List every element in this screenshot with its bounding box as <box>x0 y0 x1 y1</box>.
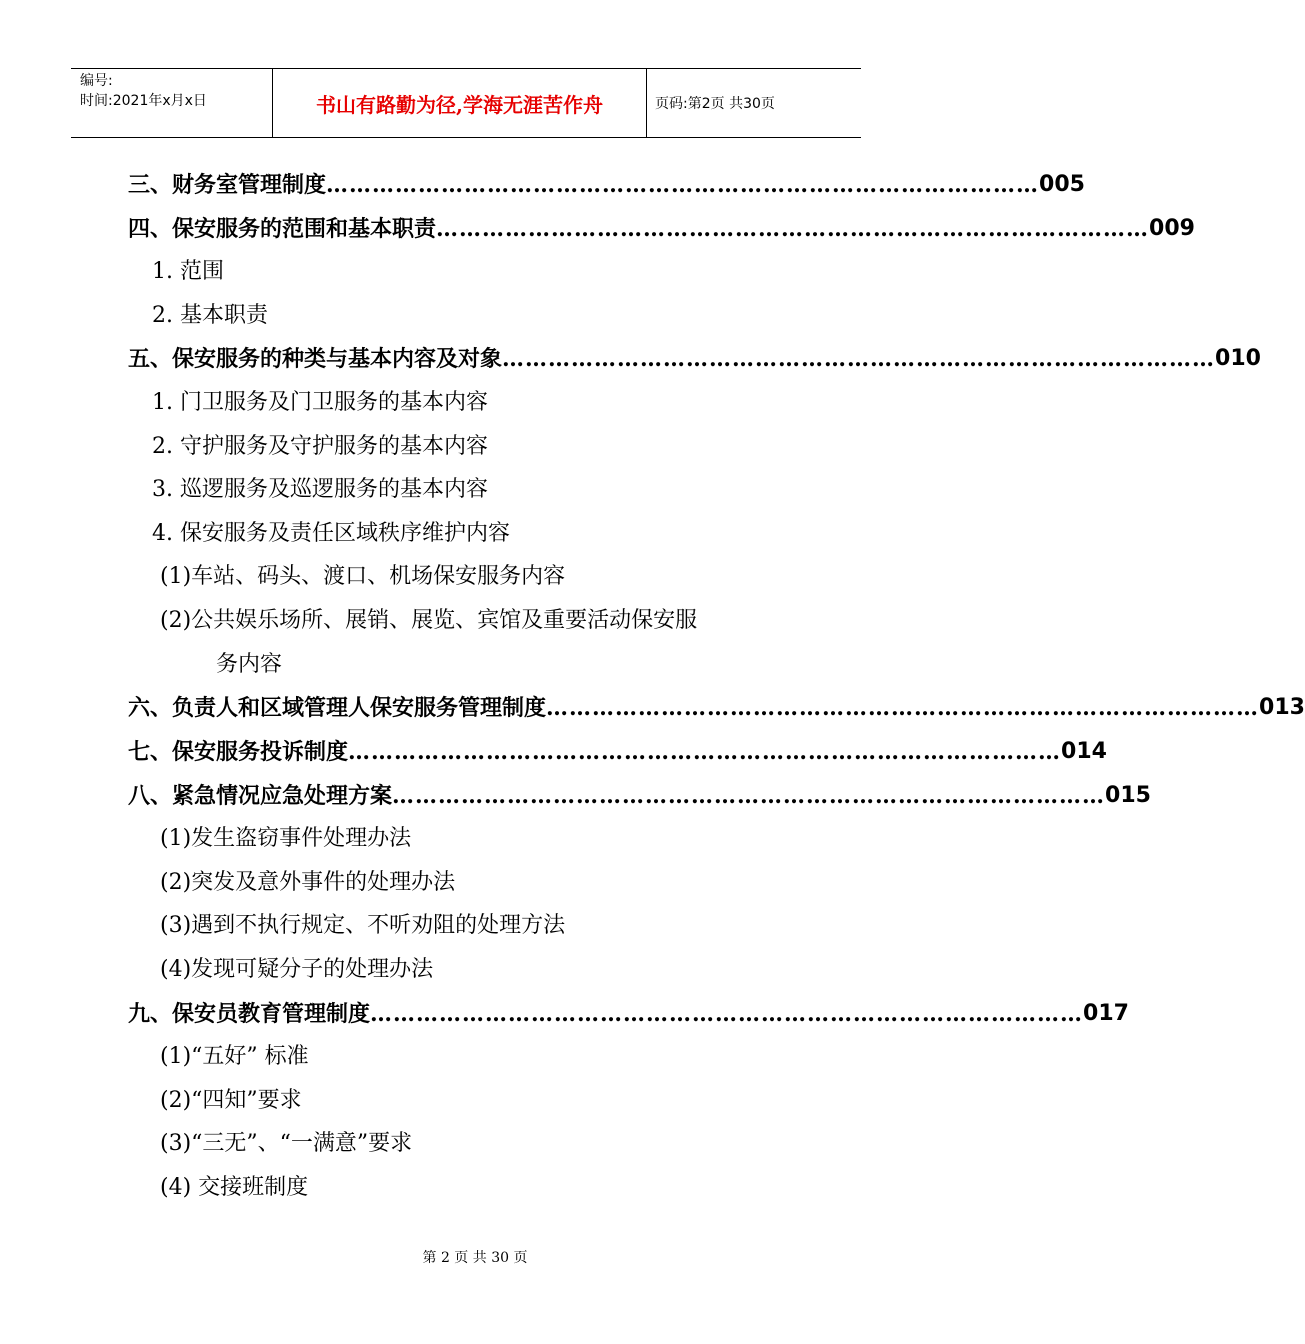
toc-sub-entry: (1)车站、码头、渡口、机场保安服务内容 <box>160 564 566 589</box>
page-footer: 第 2 页 共 30 页 <box>422 1250 528 1266</box>
header-page-label: 页码:第2页 共30页 <box>655 96 775 112</box>
toc-sub-entry: (1)“五好” 标准 <box>160 1044 309 1069</box>
header-meta-cell <box>71 69 273 137</box>
toc-sub-entry: (2)公共娱乐场所、展销、展览、宾馆及重要活动保安服 <box>160 608 698 633</box>
toc-sub-entry: (1)发生盗窃事件处理办法 <box>160 826 412 851</box>
toc-leader: ………………………………………………………………………………… <box>370 1001 1084 1027</box>
toc-title: 五、保安服务的种类与基本内容及对象 <box>128 346 503 372</box>
toc-leader: ………………………………………………………………………………… <box>392 783 1106 809</box>
toc-page: 013 <box>1259 695 1305 720</box>
toc-sub-entry-continued: 务内容 <box>216 652 283 677</box>
toc-title: 四、保安服务的范围和基本职责 <box>128 216 437 242</box>
toc-entry-s3 <box>128 165 1085 205</box>
toc-title: 三、财务室管理制度 <box>128 172 327 198</box>
toc-title: 九、保安员教育管理制度 <box>128 1001 371 1027</box>
toc-entry-s4 <box>128 209 1195 249</box>
toc-page: 010 <box>1215 346 1261 371</box>
toc-entry-s5 <box>128 339 1261 379</box>
toc-page: 014 <box>1061 739 1107 764</box>
toc-sub-entry: (3)“三无”、“一满意”要求 <box>160 1131 413 1156</box>
toc-page: 009 <box>1149 216 1195 241</box>
toc-sub-entry: (2)突发及意外事件的处理办法 <box>160 870 456 895</box>
toc-sub-entry: 1. 门卫服务及门卫服务的基本内容 <box>152 390 488 415</box>
toc-entry-s7 <box>128 732 1107 772</box>
toc-sub-entry: (2)“四知”要求 <box>160 1088 302 1113</box>
toc-sub-entry: (3)遇到不执行规定、不听劝阻的处理方法 <box>160 913 566 938</box>
toc-title: 七、保安服务投诉制度 <box>128 739 349 765</box>
toc-entry-s6 <box>128 688 1305 728</box>
toc-leader: ………………………………………………………………………………… <box>436 216 1150 242</box>
toc-sub-entry: (4)发现可疑分子的处理办法 <box>160 957 434 982</box>
page-header <box>71 68 861 138</box>
toc-title: 八、紧急情况应急处理方案 <box>128 783 393 809</box>
toc-page: 017 <box>1083 1001 1129 1026</box>
toc-sub-entry: 3. 巡逻服务及巡逻服务的基本内容 <box>152 477 488 502</box>
toc-leader: ………………………………………………………………………………… <box>348 739 1062 765</box>
toc-leader: ………………………………………………………………………………… <box>502 346 1216 372</box>
toc-sub-entry: 4. 保安服务及责任区域秩序维护内容 <box>152 521 510 546</box>
toc-page: 015 <box>1105 783 1151 808</box>
toc-sub-entry: 1. 范围 <box>152 259 224 284</box>
toc-entry-s8 <box>128 776 1151 816</box>
toc-page: 005 <box>1039 172 1085 197</box>
toc-sub-entry: (4) 交接班制度 <box>160 1175 309 1200</box>
toc-sub-entry: 2. 守护服务及守护服务的基本内容 <box>152 434 488 459</box>
header-motto: 书山有路勤为径,学海无涯苦作舟 <box>273 69 647 137</box>
toc-sub-entry: 2. 基本职责 <box>152 303 268 328</box>
toc-leader: ………………………………………………………………………………… <box>326 172 1040 198</box>
toc-title: 六、负责人和区域管理人保安服务管理制度 <box>128 695 547 721</box>
toc-leader: ………………………………………………………………………………… <box>546 695 1260 721</box>
toc-entry-s9 <box>128 994 1129 1034</box>
number-label: 编号: <box>80 73 113 89</box>
time-label: 时间:2021年x月x日 <box>80 93 207 109</box>
